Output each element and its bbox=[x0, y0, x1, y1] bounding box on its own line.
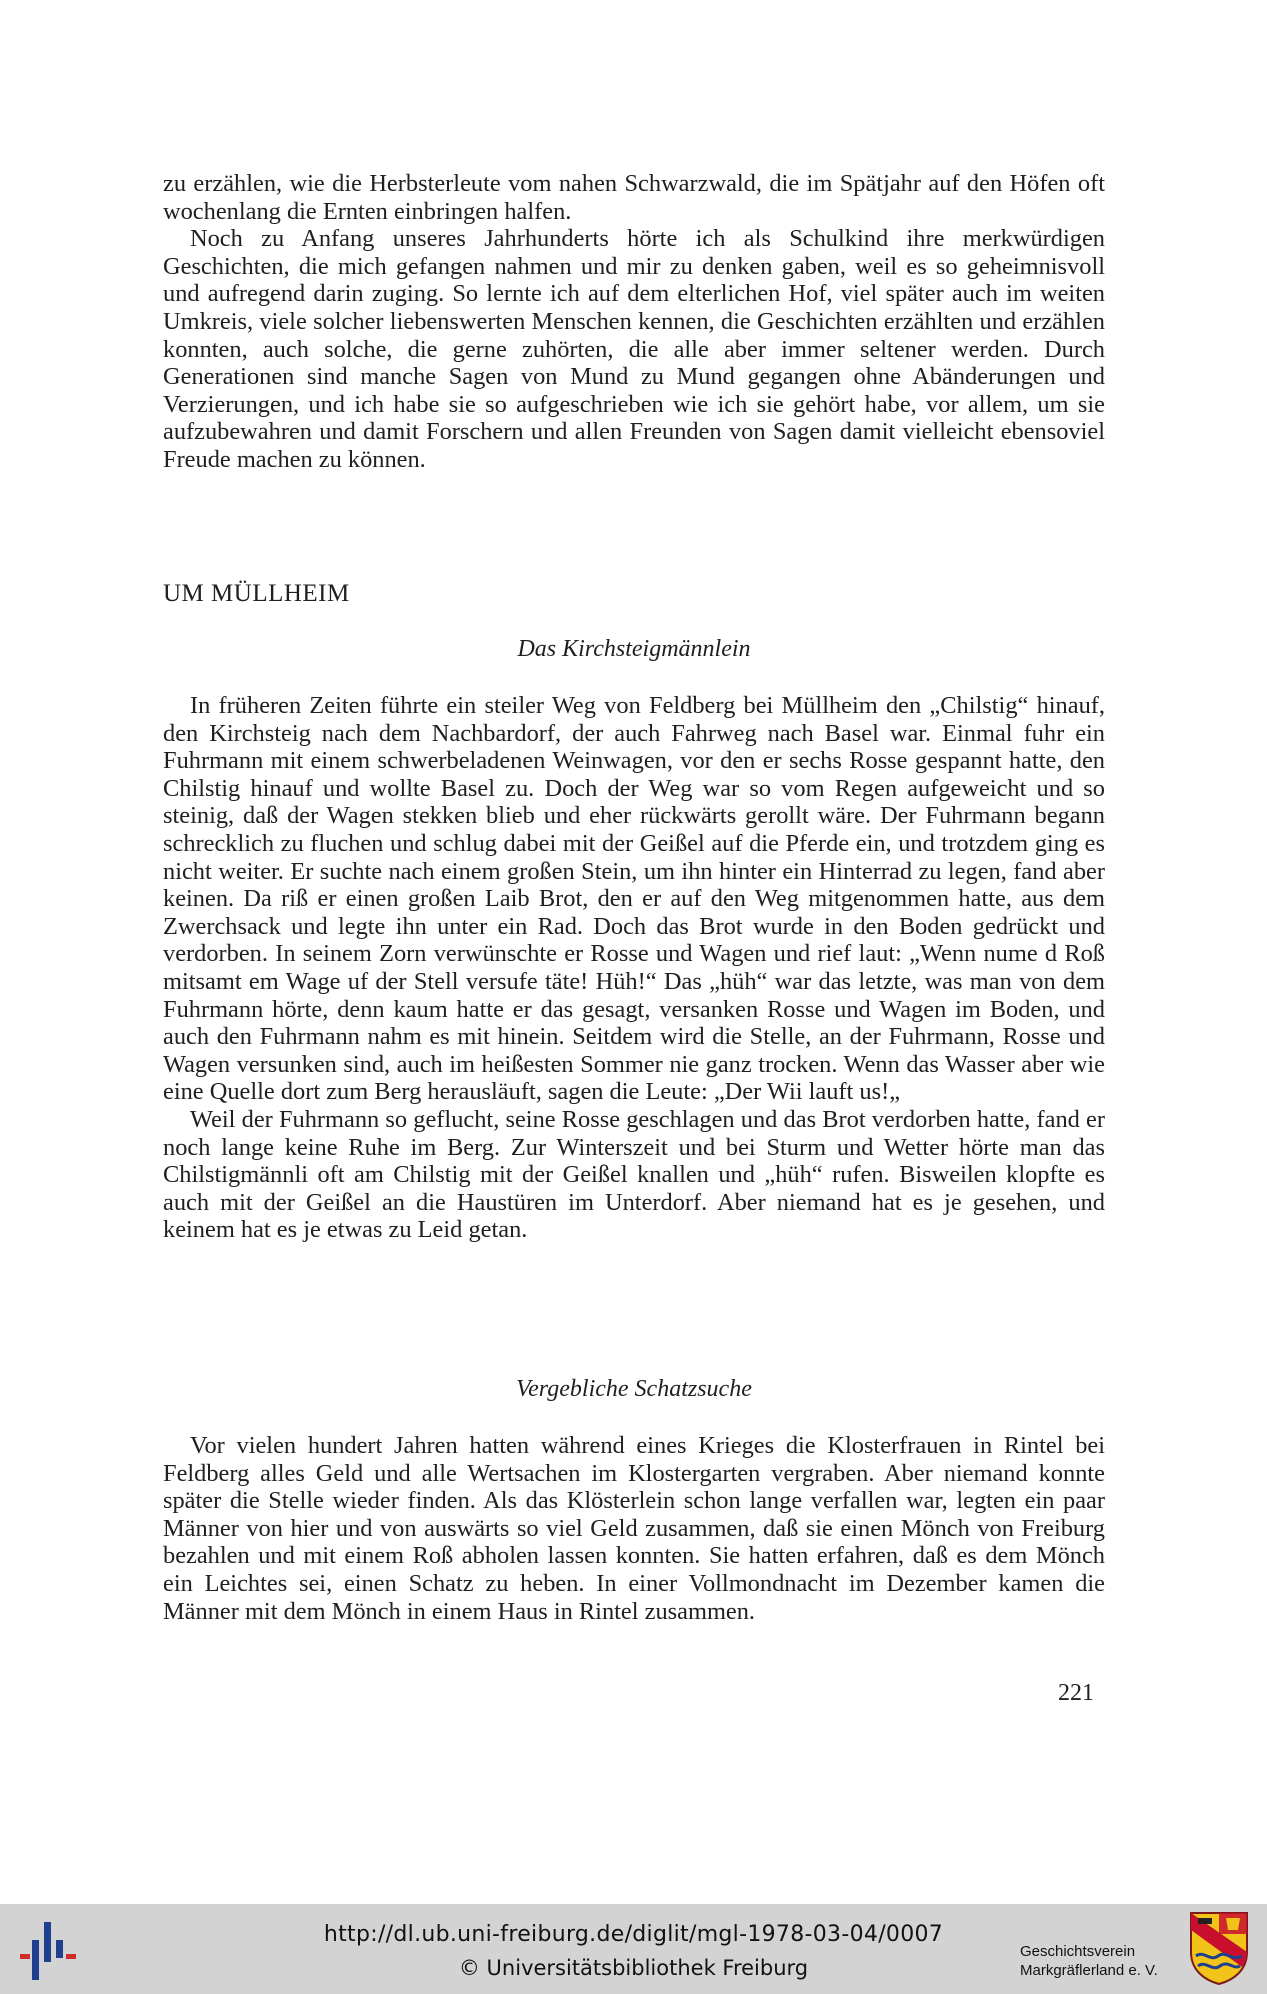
coat-of-arms-icon[interactable] bbox=[1188, 1910, 1250, 1986]
story-1-paragraph-1: In früheren Zeiten führte ein steiler Weg von Feldberg bei Müllheim den „Chilstig“ hinauf, den Kirchsteig nach dem Nachbardorf, der auch Fahrweg nach Basel war. Einmal fuhr ein Fuhrmann mit einem schwerbeladenen Weinwagen, vor den er sechs Rosse gespannt hatte, den Chilstig hinauf und wollte Basel zu. Doch der Weg war so vom Regen aufgeweicht und so steinig, daß der Wagen stekken blieb und eher rückwärts gerollt wäre. Der Fuhrmann begann schrecklich zu fluchen und schlug dabei mit der Geißel auf die Pferde ein, und trotzdem ging es nicht weiter. Er suchte nach einem großen Stein, um ihn hinter ein Hinterrad zu legen, fand aber keinen. Da riß er einen großen Laib Brot, den er auf den Weg mitgenommen hatte, aus dem Zwerchsack und legte ihn unter ein Rad. Doch das Brot wurde in den Boden gedrückt und verdorben. In seinem Zorn verwünschte er Rosse und Wagen und rief laut: „Wenn nume d Roß mitsamt em Wage uf der Stell versufe täte! Hüh!“ Das „hüh“ war das letzte, was man von dem Fuhrmann hörte, denn kaum hatte er das gesagt, versanken Rosse und Wagen im Boden, und auch den Fuhrmann nahm es mit hinein. Seitdem wird die Stelle, an der Fuhrmann, Rosse und Wagen versunken sind, auch im heißesten Sommer nie ganz trocken. Wenn das Wasser aber wie eine Quelle dort zum Berg herausläuft, sagen die Leute: „Der Wii lauft us!„ bbox=[163, 692, 1105, 1106]
org-line-1: Geschichtsverein bbox=[1020, 1943, 1136, 1960]
footer-organization bbox=[1020, 1942, 1180, 1980]
footer-bar bbox=[0, 1904, 1267, 1994]
org-line-2: Markgräflerland e. V. bbox=[1020, 1962, 1158, 1979]
intro-paragraph-1: zu erzählen, wie die Herbsterleute vom nahen Schwarzwald, die im Spätjahr auf den Höfen oft wochenlang die Ernten einbringen halfen. bbox=[163, 170, 1105, 225]
story-2-text bbox=[163, 1432, 1105, 1625]
story-title-kirchsteigmaennlein: Das Kirchsteigmännlein bbox=[517, 636, 751, 662]
footer-copyright: © Universitätsbibliothek Freiburg bbox=[458, 1956, 809, 1980]
story-1-paragraph-2: Weil der Fuhrmann so geflucht, seine Rosse geschlagen und das Brot verdorben hatte, fand er noch lange keine Ruhe im Berg. Zur Winterszeit und bei Sturm und Wetter hörte man das Chilstigmännli oft am Chilstig mit der Geißel knallen und „hüh“ rufen. Bisweilen klopfte es auch mit der Geißel an die Haustüren im Unterdorf. Aber niemand hat es je gesehen, und keinem hat es je etwas zu Leid getan. bbox=[163, 1105, 1105, 1244]
story-title-schatzsuche: Vergebliche Schatzsuche bbox=[516, 1376, 752, 1402]
intro-text bbox=[163, 170, 1105, 474]
page-number: 221 bbox=[1058, 1680, 1094, 1706]
story-1-text bbox=[163, 692, 1105, 1244]
story-2-paragraph-1: Vor vielen hundert Jahren hatten während eines Krieges die Klosterfrauen in Rintel bei Feldberg alles Geld und alle Wertsachen im Klostergarten vergraben. Aber niemand konnte später die Stelle wieder finden. Als das Klösterlein schon lange verfallen war, legten ein paar Männer von hier und von auswärts so viel Geld zusammen, daß sie einen Mönch von Freiburg bezahlen und mit einem Roß abholen lassen konnten. Sie hatten erfahren, daß es dem Mönch ein Leichtes sei, einen Schatz zu heben. In einer Vollmondnacht im Dezember kamen die Männer mit dem Mönch in einem Haus in Rintel zusammen. bbox=[163, 1432, 1105, 1625]
section-heading: UM MÜLLHEIM bbox=[163, 580, 350, 607]
intro-paragraph-2: Noch zu Anfang unseres Jahrhunderts hörte ich als Schulkind ihre merkwürdigen Geschichten, die mich gefangen nahmen und mir zu denken gaben, weil es so geheimnisvoll und aufregend darin zuging. So lernte ich auf dem elterlichen Hof, viel später auch im weiten Umkreis, viele solcher liebenswerten Menschen kennen, die Geschichten erzählten und erzählen konnten, auch solche, die gerne zuhörten, die alle aber immer seltener werden. Durch Generationen sind manche Sagen von Mund zu Mund gegangen ohne Abänderungen und Verzierungen, und ich habe sie so aufgeschrieben wie ich sie gehört habe, vor allem, um sie aufzubewahren und damit Forschern und allen Freunden von Sagen damit vielleicht ebensoviel Freude machen zu können. bbox=[163, 225, 1105, 473]
footer-url-link[interactable]: http://dl.ub.uni-freiburg.de/diglit/mgl-1978-03-04/0007 bbox=[323, 1922, 944, 1947]
